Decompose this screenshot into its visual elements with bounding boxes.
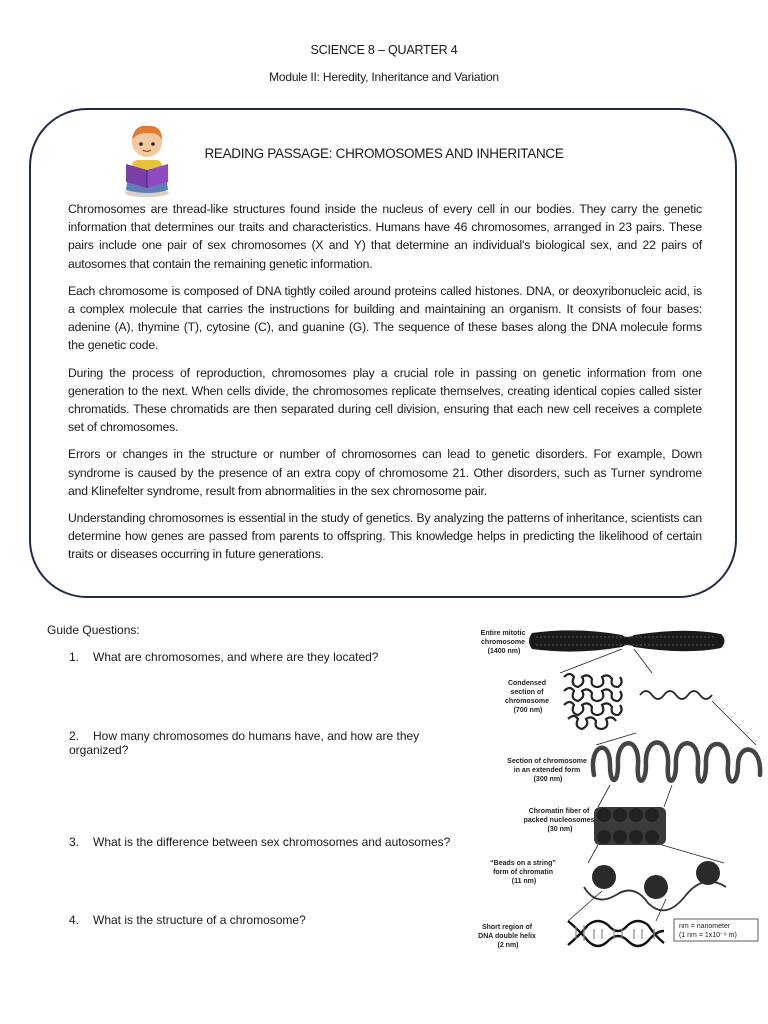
chromatin-fiber-drawing — [594, 807, 666, 845]
guide-question — [69, 913, 469, 927]
extended-section-drawing — [593, 743, 760, 782]
question-number: 3. — [69, 835, 80, 849]
guide-question — [69, 650, 469, 664]
question-number: 4. — [69, 913, 80, 927]
label-extended: Section of chromosome in an extended form (300 nm) — [507, 758, 587, 783]
passage-body — [68, 200, 702, 573]
svg-text:nm = nanometer: nm = nanometer — [679, 923, 731, 930]
document-title: SCIENCE 8 – QUARTER 4 — [310, 43, 458, 57]
question-text: What are chromosomes, and where are they located? — [93, 650, 379, 664]
label-condensed: Condensed section of chromosome (700 nm) — [505, 680, 550, 714]
passage-paragraph: During the process of reproduction, chromosomes play a crucial role in passing on genetic information from one generation to the next. When cells divide, the chromosomes replicate themselves, creating identical copies called sister chromatids. These chromatids are then separated during cell division, ensuring that each new cell receives a complete set of chromosomes. — [68, 365, 702, 435]
question-number: 1. — [69, 650, 80, 664]
chromosome-structure-diagram — [476, 625, 768, 950]
label-dna: Short region of DNA double helix (2 nm) — [478, 924, 536, 949]
passage-paragraph: Errors or changes in the structure or number of chromosomes can lead to genetic disorders. For example, Down syndrome is caused by the presence of an extra copy of chromosome 21. Other disorders, such as Turner syndrome and Klinefelter syndrome, result from abnormalities in the sex chromosome pair. — [68, 447, 702, 498]
question-text: What is the structure of a chromosome? — [93, 913, 306, 927]
mitotic-chromosome-drawing — [529, 630, 725, 651]
unit-legend — [674, 919, 758, 941]
condensed-section-drawing — [564, 674, 712, 729]
question-text: How many chromosomes do humans have, and how are they organized? — [69, 729, 420, 757]
beads-on-string-drawing — [584, 861, 726, 910]
question-number: 2. — [69, 729, 80, 743]
passage-paragraph: Chromosomes are thread-like structures found inside the nucleus of every cell in our bodies. They carry the genetic information that determines our traits and characteristics. Humans have 46 chromosomes, arranged in 23 pairs. These pairs include one pair of sex chromosomes (X and Y) that determine an individual's biological sex, and 22 pairs of autosomes that contain the remaining genetic information. — [68, 202, 702, 271]
passage-paragraph: Understanding chromosomes is essential in the study of genetics. By analyzing the patterns of inheritance, scientists can determine how genes are passed from parents to offspring. This knowledge helps in predicting the likelihood of certain traits or diseases occurring in future generations. — [68, 511, 702, 562]
dna-double-helix-drawing — [568, 921, 664, 946]
label-beads: “Beads on a string” form of chromatin (11 nm) — [490, 860, 556, 885]
question-text: What is the difference between sex chromosomes and autosomes? — [93, 835, 451, 849]
label-fiber: Chromatin fiber of packed nucleosomes (30 nm) — [523, 808, 595, 833]
label-mitotic: Entire mitotic chromosome (1400 nm) — [480, 630, 526, 655]
module-subtitle: Module II: Heredity, Inheritance and Variation — [269, 70, 499, 84]
guide-questions-label: Guide Questions: — [47, 623, 140, 637]
guide-question — [69, 835, 469, 849]
svg-text:(1 nm = 1x10⁻⁹ m): (1 nm = 1x10⁻⁹ m) — [679, 932, 737, 939]
passage-title: READING PASSAGE: CHROMOSOMES AND INHERITANCE — [204, 146, 564, 161]
guide-question — [69, 729, 469, 757]
passage-paragraph: Each chromosome is composed of DNA tightly coiled around proteins called histones. DNA, or deoxyribonucleic acid, is a complex molecule that carries the instructions for building and maintaining an organism. It consists of four bases: adenine (A), thymine (T), cytosine (C), and guanine (G). The sequence of these bases along the DNA molecule forms the genetic code. — [68, 283, 702, 353]
